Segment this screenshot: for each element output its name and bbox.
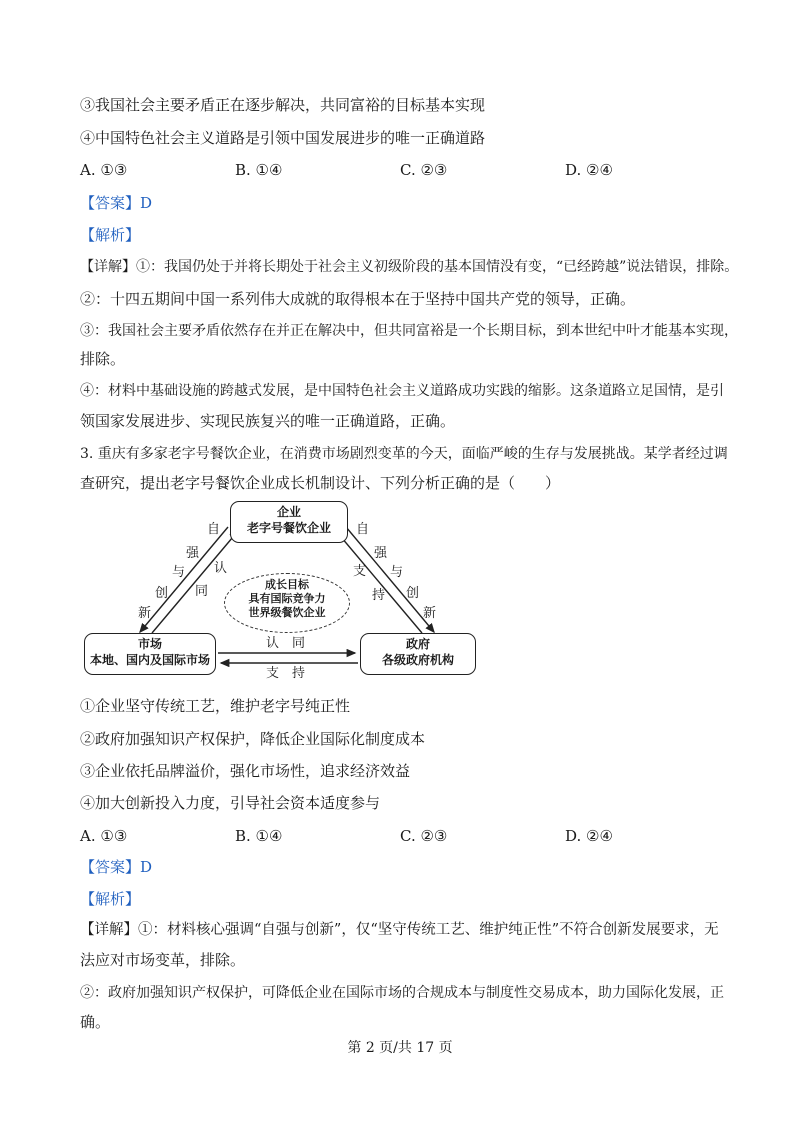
growth-mechanism-diagram <box>78 497 478 687</box>
q3-options <box>80 826 720 846</box>
left-outer-char: 创 <box>155 586 169 601</box>
prev-detail-4a: ④：材料中基础设施的跨越式发展，是中国特色社会主义道路成功实践的缩影。这条道路立足国情，是引 <box>80 383 724 399</box>
prev-answer <box>80 193 740 213</box>
growth-goal-oval <box>224 573 350 633</box>
market-title: 市场 <box>137 637 162 651</box>
bottom-label-recognition: 认 同 <box>266 636 306 651</box>
prev-answer-text: 【答案】D <box>80 194 153 212</box>
q3-detail-1b: 法应对市场变革，排除。 <box>80 951 246 969</box>
prev-option-c: C. ②③ <box>400 161 448 179</box>
right-outer-char: 强 <box>374 546 388 561</box>
left-outer-char: 自 <box>207 522 221 537</box>
q3-analysis-label: 【解析】 <box>80 890 141 908</box>
left-inner-char: 认 <box>214 561 228 576</box>
q3-option-a: A. ①③ <box>80 827 128 845</box>
enterprise-subtitle: 老字号餐饮企业 <box>246 521 331 535</box>
market-subtitle: 本地、国内及国际市场 <box>89 653 210 667</box>
growth-goal-line-2: 世界级餐饮企业 <box>248 606 326 619</box>
government-box <box>360 633 476 675</box>
q3-detail-2a: ②：政府加强知识产权保护，可降低企业在国际市场的合规成本与制度性交易成本，助力国际化发展，正 <box>80 985 724 1001</box>
q3-detail-1a: 【详解】①：材料核心强调“自强与创新”，仅“坚守传统工艺、维护纯正性”不符合创新发展要求，无 <box>80 922 719 938</box>
prev-option-a: A. ①③ <box>80 161 128 179</box>
enterprise-box <box>230 501 348 543</box>
q3-option-c: C. ②③ <box>400 827 448 845</box>
q3-option-d: D. ②④ <box>565 827 613 845</box>
left-outer-char: 新 <box>138 606 152 621</box>
bottom-label-support: 支 持 <box>266 666 306 681</box>
left-outer-char: 与 <box>172 565 186 580</box>
growth-goal-title: 成长目标 <box>265 578 309 591</box>
government-title: 政府 <box>405 637 430 651</box>
q3-item-2: ②政府加强知识产权保护，降低企业国际化制度成本 <box>80 730 426 748</box>
right-outer-char: 自 <box>356 522 370 537</box>
government-subtitle: 各级政府机构 <box>381 653 454 667</box>
right-outer-char: 新 <box>423 606 437 621</box>
prev-detail-3a: ③：我国社会主要矛盾依然存在并正在解决中，但共同富裕是一个长期目标，到本世纪中叶才能基本实现， <box>80 323 738 339</box>
q3-item-4: ④加大创新投入力度，引导社会资本适度参与 <box>80 794 381 812</box>
prev-item-4: ④中国特色社会主义道路是引领中国发展进步的唯一正确道路 <box>80 129 486 147</box>
prev-option-d: D. ②④ <box>565 161 613 179</box>
prev-detail-1: 【详解】①：我国仍处于并将长期处于社会主义初级阶段的基本国情没有变，“已经跨越”说法错误，排除。 <box>80 259 739 275</box>
prev-detail-4b: 领国家发展进步、实现民族复兴的唯一正确道路，正确。 <box>80 412 456 430</box>
growth-goal-line-1: 具有国际竞争力 <box>248 592 326 605</box>
left-outer-char: 强 <box>186 546 200 561</box>
q3-detail-2b: 确。 <box>80 1013 111 1031</box>
right-outer-char: 创 <box>406 586 420 601</box>
prev-options <box>80 160 720 180</box>
q3-stem-line-2: 查研究，提出老字号餐饮企业成长机制设计、下列分析正确的是（ ） <box>80 474 561 492</box>
right-inner-char: 支 <box>353 564 367 579</box>
prev-detail-2: ②：十四五期间中国一系列伟大成就的取得根本在于坚持中国共产党的领导，正确。 <box>80 290 636 308</box>
market-box <box>84 633 216 675</box>
right-outer-char: 与 <box>390 565 404 580</box>
q3-item-1: ①企业坚守传统工艺，维护老字号纯正性 <box>80 697 351 715</box>
right-inner-char: 持 <box>372 588 386 603</box>
prev-item-3: ③我国社会主要矛盾正在逐步解决，共同富裕的目标基本实现 <box>80 96 486 114</box>
prev-option-b: B. ①④ <box>235 161 283 179</box>
enterprise-title: 企业 <box>276 505 301 519</box>
q3-item-3: ③企业依托品牌溢价，强化市场性，追求经济效益 <box>80 762 411 780</box>
page-footer: 第 2 页/共 17 页 <box>347 1040 453 1056</box>
q3-answer: 【答案】D <box>80 858 153 876</box>
q3-stem-line-1: 3. 重庆有多家老字号餐饮企业，在消费市场剧烈变革的今天，面临严峻的生存与发展挑战。某学者经过调 <box>80 446 728 462</box>
prev-detail-3b: 排除。 <box>80 350 126 368</box>
left-inner-char: 同 <box>195 584 209 599</box>
q3-option-b: B. ①④ <box>235 827 283 845</box>
prev-analysis-label: 【解析】 <box>80 226 141 244</box>
